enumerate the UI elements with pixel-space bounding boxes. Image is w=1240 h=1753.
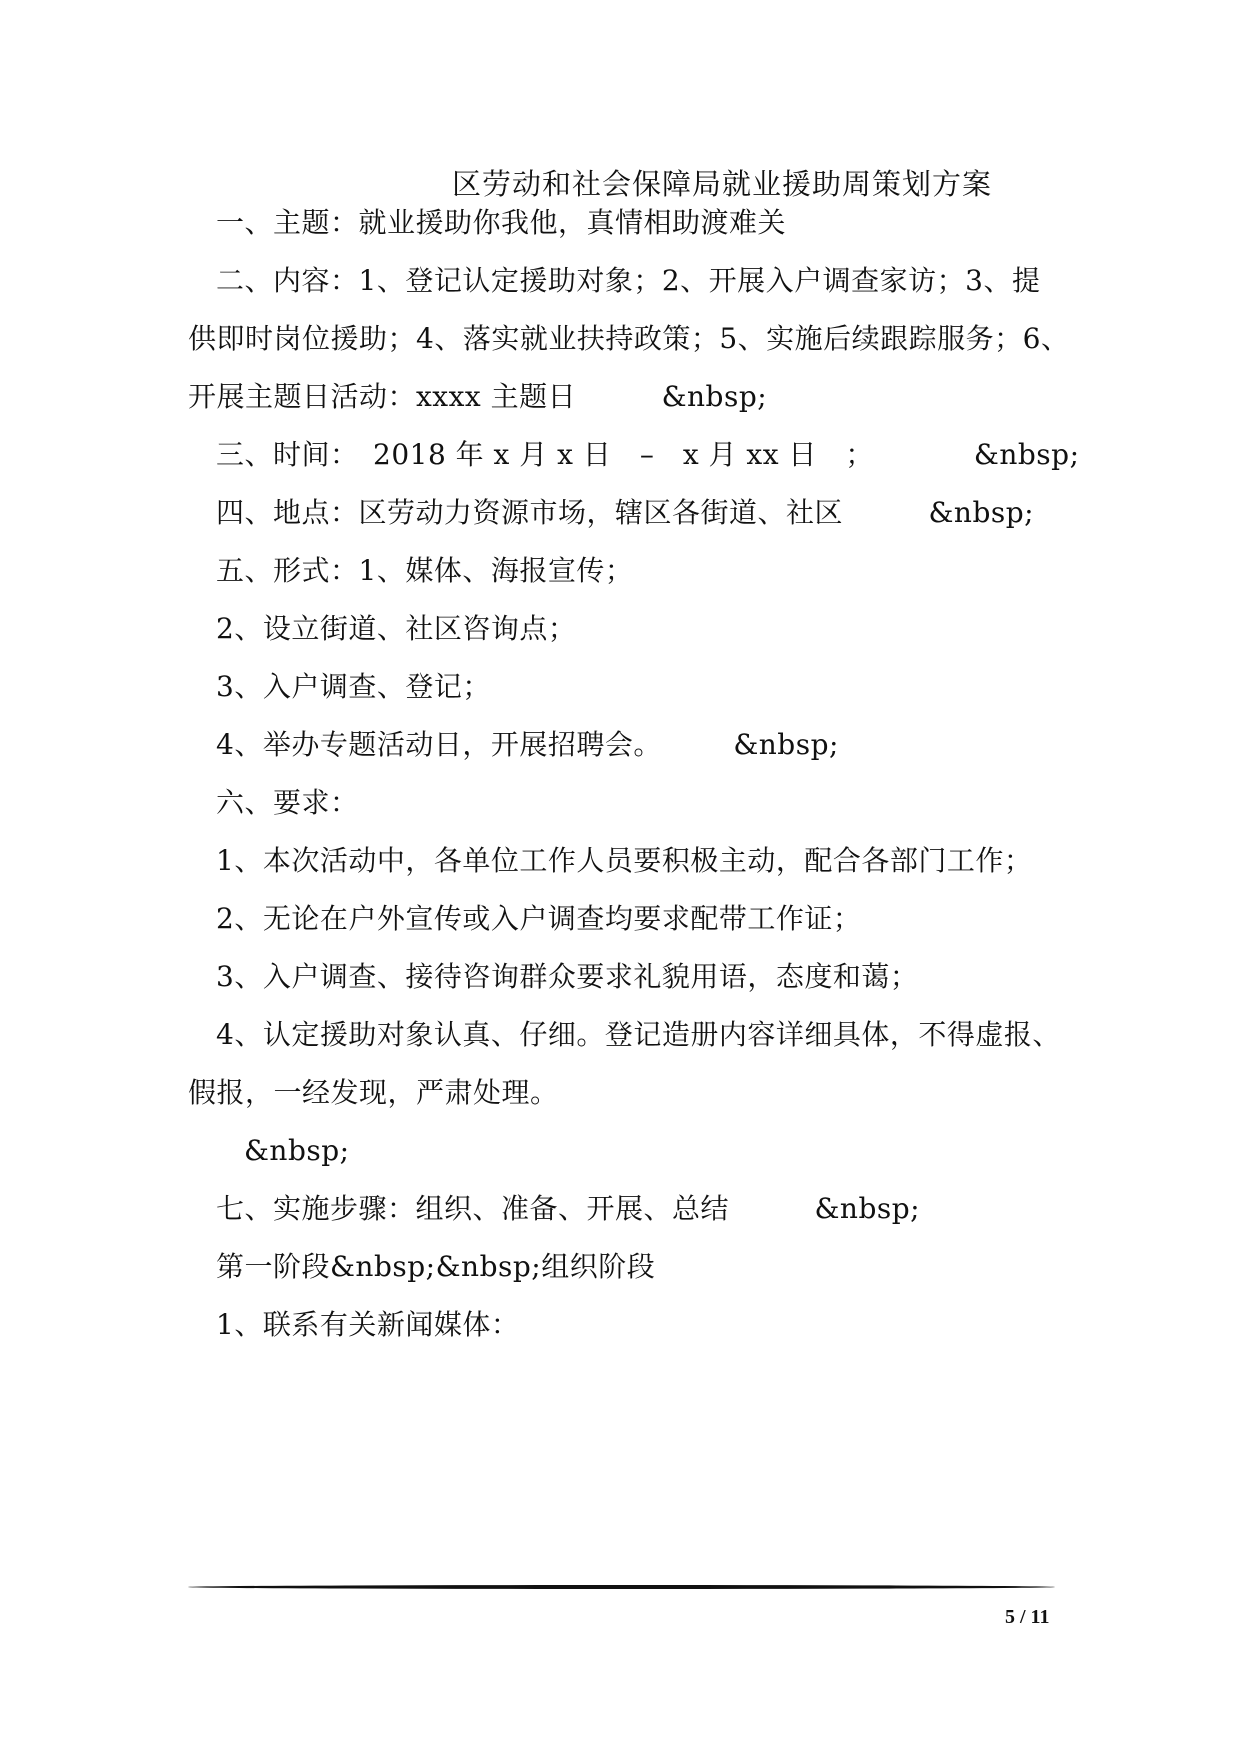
- line-theme: 一、主题：就业援助你我他，真情相助渡难关: [216, 206, 787, 239]
- line-phase-1: 第一阶段&nbsp;&nbsp;组织阶段: [216, 1250, 656, 1283]
- line-content-3: 开展主题日活动：xxxx 主题日 &nbsp;: [188, 380, 768, 413]
- footer-divider: [188, 1585, 1055, 1589]
- page-number: 5 / 11: [1005, 1606, 1050, 1628]
- line-requirement-4b: 假报，一经发现，严肃处理。: [188, 1076, 559, 1109]
- line-form-1: 五、形式：1、媒体、海报宣传；: [216, 554, 634, 587]
- line-form-3: 3、入户调查、登记；: [216, 670, 491, 703]
- line-requirements: 六、要求：: [216, 786, 359, 819]
- line-form-4: 4、举办专题活动日，开展招聘会。 &nbsp;: [216, 728, 839, 761]
- line-requirement-3: 3、入户调查、接待咨询群众要求礼貌用语，态度和蔼；: [216, 960, 919, 993]
- line-requirement-1: 1、本次活动中，各单位工作人员要积极主动，配合各部门工作；: [216, 844, 1033, 877]
- line-requirement-2: 2、无论在户外宣传或入户调查均要求配带工作证；: [216, 902, 862, 935]
- line-contact-media: 1、联系有关新闻媒体：: [216, 1308, 520, 1341]
- document-title: 区劳动和社会保障局就业援助周策划方案: [452, 167, 993, 201]
- line-nbsp: &nbsp;: [244, 1134, 350, 1167]
- line-content-2: 供即时岗位援助；4、落实就业扶持政策；5、实施后续跟踪服务；6、: [188, 322, 1070, 355]
- line-steps: 七、实施步骤：组织、准备、开展、总结 &nbsp;: [216, 1192, 921, 1225]
- line-form-2: 2、设立街道、社区咨询点；: [216, 612, 577, 645]
- line-location: 四、地点：区劳动力资源市场，辖区各街道、社区 &nbsp;: [216, 496, 1035, 529]
- line-requirement-4a: 4、认定援助对象认真、仔细。登记造册内容详细具体，不得虚报、: [216, 1018, 1061, 1051]
- line-time: 三、时间： 2018 年 x 月 x 日 – x 月 xx 日 ； &nbsp;: [216, 438, 1080, 471]
- line-content-1: 二、内容：1、登记认定援助对象；2、开展入户调查家访；3、提: [216, 264, 1041, 297]
